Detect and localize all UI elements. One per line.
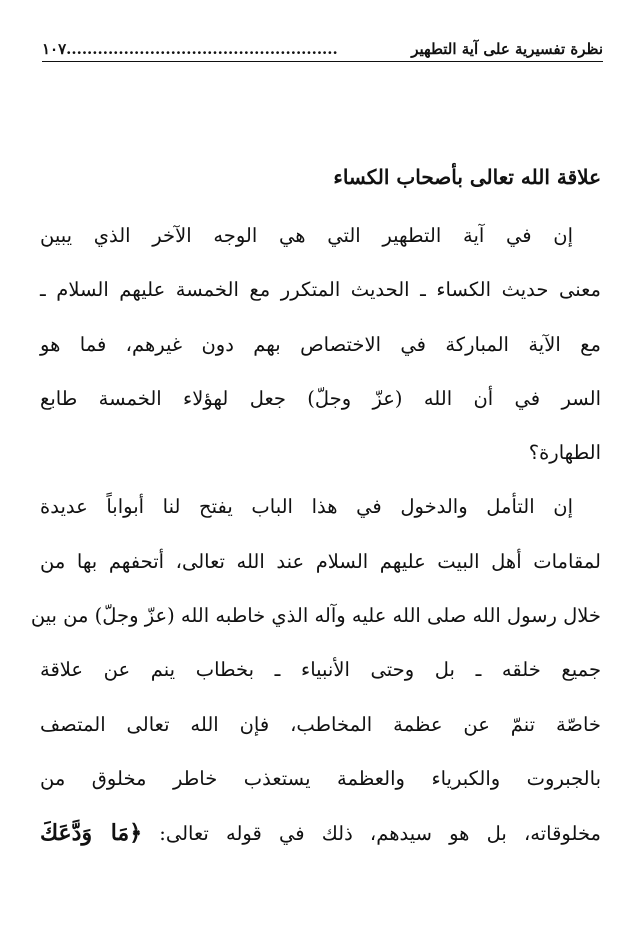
running-title: نظرة تفسيرية على آية التطهير — [411, 40, 603, 58]
paragraph-2-line-1: إن التأمل والدخول في هذا الباب يفتح لنا أبواباً عديدة — [40, 495, 573, 519]
quran-fragment: ﴿مَا وَدَّعَكَ — [40, 820, 143, 847]
paragraph-2-line-2: لمقامات أهل البيت عليهم السلام عند الله تعالى، أتحفهم بها من — [40, 549, 601, 573]
paragraph-2-line-5: خاصّة تنمّ عن عظمة المخاطب، فإن الله تعالى المتصف — [40, 712, 601, 736]
page-number: ١٠٧.................................................... — [42, 40, 338, 58]
paragraph-2-line-7 — [40, 806, 601, 860]
final-line-text: مخلوقاته، بل هو سيدهم، ذلك في قوله تعالى: — [159, 822, 601, 846]
paragraph-1-line-5: الطهارة؟ — [528, 441, 601, 465]
paragraph-2-line-4: جميع خلقه ـ بل وحتى الأنبياء ـ بخطاب ينم عن علاقة — [40, 658, 601, 682]
paragraph-1-line-3: مع الآية المباركة في الاختصاص بهم دون غيرهم، فما هو — [40, 332, 601, 356]
body-text — [30, 209, 601, 861]
paragraph-1-line-4: السر في أن الله (عزّ وجلّ) جعل لهؤلاء الخمسة طابع — [40, 386, 601, 410]
section-heading: علاقة الله تعالى بأصحاب الكساء — [333, 165, 601, 189]
paragraph-2-line-3: خلال رسول الله صلى الله عليه وآله الذي خاطبه الله (عزّ وجلّ) من بين — [30, 604, 601, 628]
running-header — [42, 34, 603, 62]
paragraph-1-line-1: إن في آية التطهير التي هي الوجه الآخر الذي يبين — [40, 224, 573, 247]
paragraph-2-line-6: بالجبروت والكبرياء والعظمة يستعذب خاطر مخلوق من — [40, 766, 601, 790]
paragraph-1-line-2: معنى حديث الكساء ـ الحديث المتكرر مع الخمسة عليهم السلام ـ — [40, 278, 601, 302]
